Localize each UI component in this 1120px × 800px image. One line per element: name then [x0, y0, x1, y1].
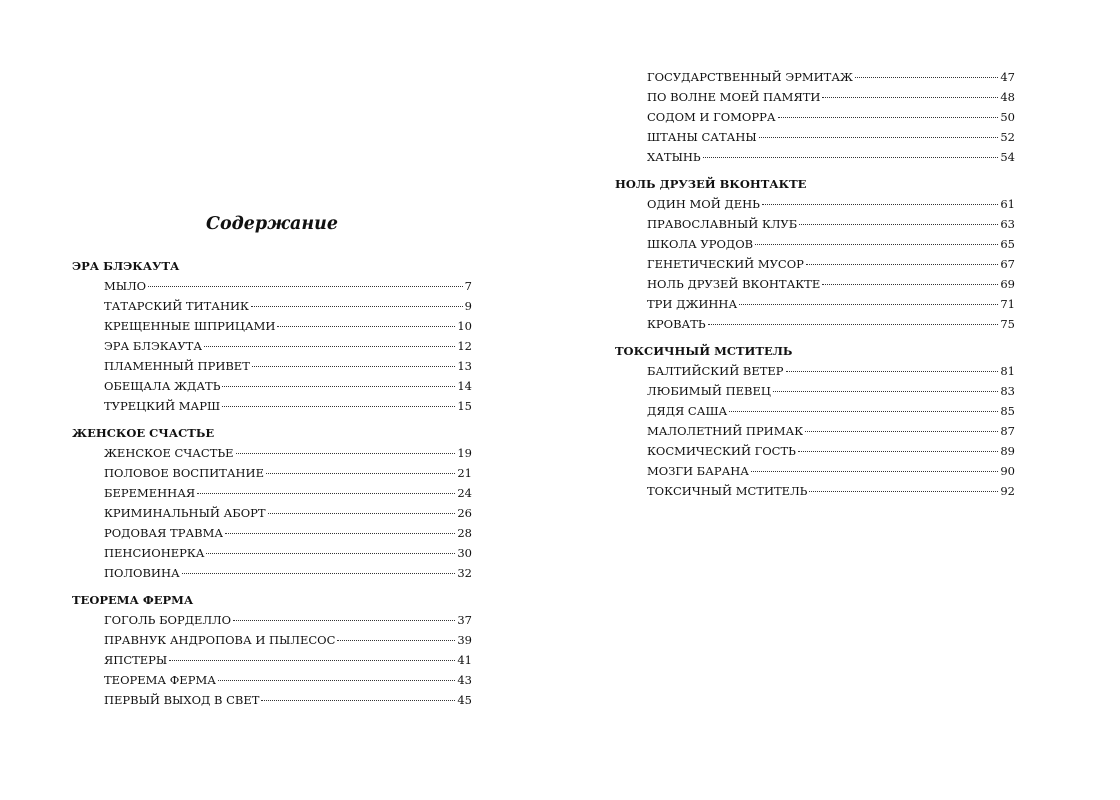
toc-entry[interactable] — [647, 107, 1015, 127]
toc-left-sections — [72, 256, 472, 710]
dot-leader — [729, 410, 998, 412]
toc-section-entries — [72, 276, 472, 416]
toc-entry-title: МОЗГИ БАРАНА — [647, 464, 750, 478]
toc-entry-page-number: 63 — [1000, 217, 1015, 231]
toc-section-entries — [615, 361, 1015, 501]
toc-section — [72, 423, 472, 583]
toc-entry-title: ПЕРВЫЙ ВЫХОД В СВЕТ — [104, 693, 260, 707]
toc-entry[interactable] — [647, 461, 1015, 481]
dot-leader — [277, 325, 455, 327]
toc-entry-page-number: 28 — [457, 526, 472, 540]
dot-leader — [708, 323, 999, 325]
toc-entry-page-number: 65 — [1000, 237, 1015, 251]
toc-entry[interactable] — [647, 401, 1015, 421]
toc-entry[interactable] — [104, 483, 472, 503]
dot-leader — [169, 659, 455, 661]
toc-entry-page-number: 89 — [1000, 444, 1015, 458]
toc-entry-page-number: 37 — [457, 613, 472, 627]
toc-entry-page-number: 54 — [1000, 150, 1015, 164]
dot-leader — [773, 390, 998, 392]
toc-entry[interactable] — [104, 396, 472, 416]
toc-entry-title: БАЛТИЙСКИЙ ВЕТЕР — [647, 364, 784, 378]
toc-entry-title: КРЕЩЕННЫЕ ШПРИЦАМИ — [104, 319, 276, 333]
toc-entry-page-number: 87 — [1000, 424, 1015, 438]
dot-leader — [252, 365, 455, 367]
toc-entry-page-number: 61 — [1000, 197, 1015, 211]
toc-entry-title: ОДИН МОЙ ДЕНЬ — [647, 197, 760, 211]
toc-entry-title: НОЛЬ ДРУЗЕЙ ВКОНТАКТЕ — [647, 277, 821, 291]
dot-leader — [786, 370, 999, 372]
dot-leader — [822, 283, 998, 285]
toc-entry-page-number: 24 — [457, 486, 472, 500]
toc-entry[interactable] — [104, 650, 472, 670]
toc-section — [615, 341, 1015, 501]
dot-leader — [148, 285, 463, 287]
toc-entry-page-number: 92 — [1000, 484, 1015, 498]
dot-leader — [182, 572, 456, 574]
toc-entry-page-number: 43 — [457, 673, 472, 687]
toc-entry[interactable] — [647, 87, 1015, 107]
toc-entry-page-number: 71 — [1000, 297, 1015, 311]
toc-section-entries — [72, 610, 472, 710]
toc-right-column — [615, 67, 1015, 508]
toc-entry-page-number: 75 — [1000, 317, 1015, 331]
toc-entry[interactable] — [104, 503, 472, 523]
toc-entry[interactable] — [647, 234, 1015, 254]
dot-leader — [703, 156, 999, 158]
toc-entry[interactable] — [104, 336, 472, 356]
dot-leader — [799, 223, 998, 225]
toc-section-heading[interactable]: ЭРА БЛЭКАУТА — [72, 259, 180, 273]
toc-entry[interactable] — [647, 294, 1015, 314]
toc-entry[interactable] — [647, 67, 1015, 87]
toc-left-column — [72, 210, 472, 717]
toc-entry-page-number: 45 — [457, 693, 472, 707]
toc-entry-title: ЭРА БЛЭКАУТА — [104, 339, 203, 353]
dot-leader — [266, 472, 455, 474]
toc-entry[interactable] — [647, 214, 1015, 234]
dot-leader — [225, 532, 455, 534]
toc-entry[interactable] — [647, 361, 1015, 381]
toc-entry[interactable] — [647, 441, 1015, 461]
dot-leader — [206, 552, 455, 554]
dot-leader — [222, 405, 455, 407]
toc-entry-title: ПОЛОВОЕ ВОСПИТАНИЕ — [104, 466, 264, 480]
toc-entry[interactable] — [104, 376, 472, 396]
toc-entry-title: ЯПСТЕРЫ — [104, 653, 168, 667]
toc-entry-page-number: 48 — [1000, 90, 1015, 104]
toc-entry[interactable] — [104, 630, 472, 650]
toc-entry-page-number: 47 — [1000, 70, 1015, 84]
toc-entry-title: ПО ВОЛНЕ МОЕЙ ПАМЯТИ — [647, 90, 821, 104]
dot-leader — [337, 639, 455, 641]
toc-entry-page-number: 14 — [457, 379, 472, 393]
toc-entry-page-number: 50 — [1000, 110, 1015, 124]
toc-entry-title: ГОСУДАРСТВЕННЫЙ ЭРМИТАЖ — [647, 70, 853, 84]
toc-entry[interactable] — [647, 127, 1015, 147]
dot-leader — [806, 263, 998, 265]
toc-continued-entries — [615, 67, 1015, 167]
dot-leader — [204, 345, 455, 347]
toc-entry[interactable] — [104, 316, 472, 336]
toc-section-heading[interactable]: ТОКСИЧНЫЙ МСТИТЕЛЬ — [615, 344, 793, 358]
toc-section-heading[interactable]: НОЛЬ ДРУЗЕЙ ВКОНТАКТЕ — [615, 177, 807, 191]
toc-entry-title: ШТАНЫ САТАНЫ — [647, 130, 757, 144]
toc-entry-title: ШКОЛА УРОДОВ — [647, 237, 754, 251]
toc-entry[interactable] — [104, 296, 472, 316]
toc-entry-title: ГЕНЕТИЧЕСКИЙ МУСОР — [647, 257, 804, 271]
toc-entry[interactable] — [647, 421, 1015, 441]
dot-leader — [778, 116, 999, 118]
toc-entry-title: ПРАВОСЛАВНЫЙ КЛУБ — [647, 217, 798, 231]
toc-entry-title: МЫЛО — [104, 279, 147, 293]
dot-leader — [759, 136, 999, 138]
toc-entry-title: МАЛОЛЕТНИЙ ПРИМАК — [647, 424, 804, 438]
dot-leader — [822, 96, 998, 98]
toc-entry-title: РОДОВАЯ ТРАВМА — [104, 526, 224, 540]
toc-entry-title: БЕРЕМЕННАЯ — [104, 486, 196, 500]
dot-leader — [233, 619, 455, 621]
toc-entry-page-number: 85 — [1000, 404, 1015, 418]
toc-entry-title: ПОЛОВИНА — [104, 566, 180, 580]
toc-section-entries — [615, 194, 1015, 334]
toc-entry[interactable] — [104, 356, 472, 376]
toc-entry-title: ТРИ ДЖИННА — [647, 297, 738, 311]
toc-entry[interactable] — [104, 670, 472, 690]
toc-entry[interactable] — [104, 690, 472, 710]
dot-leader — [751, 470, 998, 472]
toc-section — [72, 256, 472, 416]
toc-entry-title: ЛЮБИМЫЙ ПЕВЕЦ — [647, 384, 771, 398]
dot-leader — [268, 512, 456, 514]
dot-leader — [236, 452, 456, 454]
toc-entry-title: ТУРЕЦКИЙ МАРШ — [104, 399, 221, 413]
toc-entry-title: ПРАВНУК АНДРОПОВА И ПЫЛЕСОС — [104, 633, 336, 647]
toc-entry[interactable] — [104, 463, 472, 483]
dot-leader — [798, 450, 998, 452]
toc-entry-title: КРИМИНАЛЬНЫЙ АБОРТ — [104, 506, 266, 520]
toc-entry[interactable] — [647, 254, 1015, 274]
dot-leader — [739, 303, 998, 305]
toc-entry-page-number: 52 — [1000, 130, 1015, 144]
toc-entry-title: КОСМИЧЕСКИЙ ГОСТЬ — [647, 444, 796, 458]
toc-entry-page-number: 9 — [464, 299, 472, 313]
toc-entry-page-number: 26 — [457, 506, 472, 520]
toc-entry[interactable] — [647, 481, 1015, 501]
toc-entry-page-number: 67 — [1000, 257, 1015, 271]
toc-entry[interactable] — [104, 610, 472, 630]
toc-entry-title: ПЕНСИОНЕРКА — [104, 546, 205, 560]
toc-entry[interactable] — [104, 563, 472, 583]
toc-section-entries — [72, 443, 472, 583]
dot-leader — [197, 492, 455, 494]
toc-entry-page-number: 7 — [464, 279, 472, 293]
toc-entry-page-number: 39 — [457, 633, 472, 647]
toc-entry[interactable] — [104, 543, 472, 563]
toc-entry[interactable] — [104, 276, 472, 296]
dot-leader — [762, 203, 998, 205]
toc-entry-page-number: 10 — [457, 319, 472, 333]
toc-right-sections — [615, 174, 1015, 501]
toc-entry[interactable] — [647, 274, 1015, 294]
toc-entry-title: ГОГОЛЬ БОРДЕЛЛО — [104, 613, 232, 627]
toc-entry-page-number: 41 — [457, 653, 472, 667]
toc-entry-title: ТОКСИЧНЫЙ МСТИТЕЛЬ — [647, 484, 808, 498]
dot-leader — [251, 305, 463, 307]
toc-entry-title: ХАТЫНЬ — [647, 150, 701, 164]
toc-entry[interactable] — [647, 147, 1015, 167]
dot-leader — [755, 243, 998, 245]
toc-section-heading[interactable]: ЖЕНСКОЕ СЧАСТЬЕ — [72, 426, 215, 440]
toc-entry-title: КРОВАТЬ — [647, 317, 706, 331]
toc-entry-page-number: 12 — [457, 339, 472, 353]
toc-entry[interactable] — [104, 523, 472, 543]
right-page — [560, 0, 1120, 800]
toc-section — [72, 590, 472, 710]
toc-entry[interactable] — [647, 314, 1015, 334]
toc-entry-title: ДЯДЯ САША — [647, 404, 728, 418]
dot-leader — [218, 679, 455, 681]
dot-leader — [805, 430, 998, 432]
toc-section — [615, 174, 1015, 334]
toc-entry-page-number: 32 — [457, 566, 472, 580]
toc-entry-title: ТАТАРСКИЙ ТИТАНИК — [104, 299, 249, 313]
toc-entry-page-number: 30 — [457, 546, 472, 560]
toc-title: Содержание — [206, 214, 338, 234]
toc-entry[interactable] — [647, 381, 1015, 401]
toc-entry[interactable] — [104, 443, 472, 463]
dot-leader — [261, 699, 455, 701]
dot-leader — [222, 385, 455, 387]
dot-leader — [855, 76, 998, 78]
toc-entry-page-number: 90 — [1000, 464, 1015, 478]
toc-entry-title: ОБЕЩАЛА ЖДАТЬ — [104, 379, 221, 393]
toc-entry-title: ЖЕНСКОЕ СЧАСТЬЕ — [104, 446, 234, 460]
toc-entry-page-number: 13 — [457, 359, 472, 373]
toc-section-heading[interactable]: ТЕОРЕМА ФЕРМА — [72, 593, 194, 607]
toc-entry-page-number: 21 — [457, 466, 472, 480]
toc-entry[interactable] — [647, 194, 1015, 214]
toc-entry-page-number: 83 — [1000, 384, 1015, 398]
toc-entry-page-number: 81 — [1000, 364, 1015, 378]
toc-entry-title: ПЛАМЕННЫЙ ПРИВЕТ — [104, 359, 250, 373]
toc-entry-page-number: 15 — [457, 399, 472, 413]
toc-entry-page-number: 19 — [457, 446, 472, 460]
dot-leader — [809, 490, 998, 492]
toc-entry-title: ТЕОРЕМА ФЕРМА — [104, 673, 216, 687]
toc-entry-title: СОДОМ И ГОМОРРА — [647, 110, 776, 124]
toc-entry-page-number: 69 — [1000, 277, 1015, 291]
